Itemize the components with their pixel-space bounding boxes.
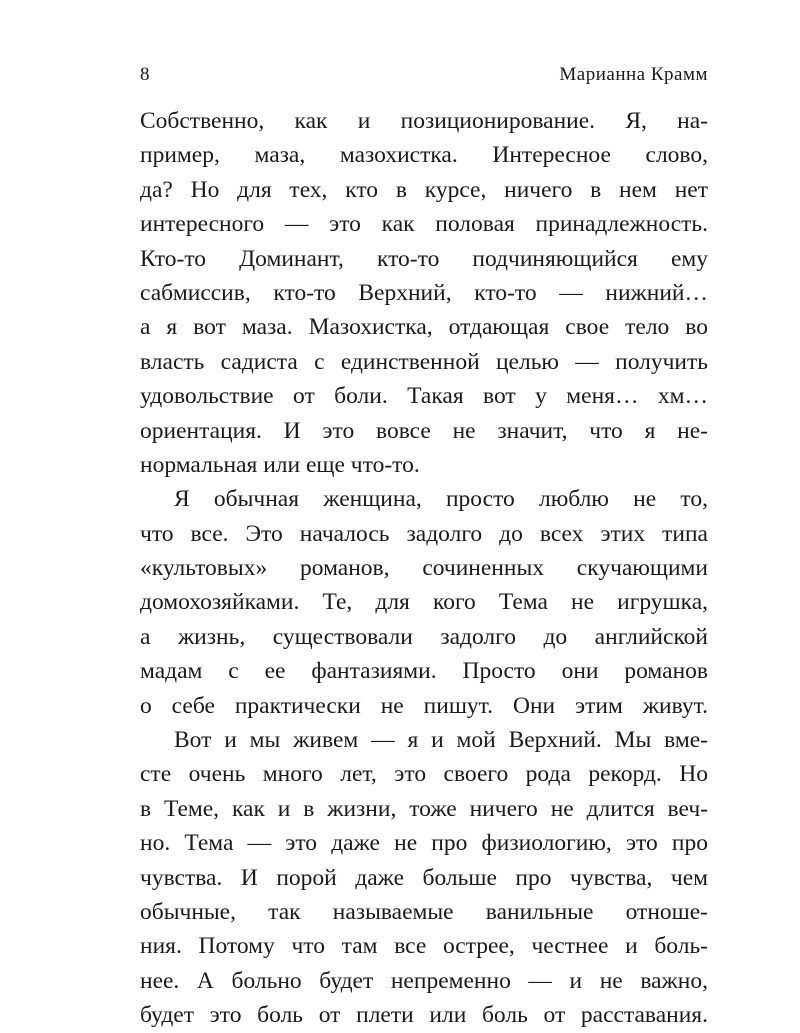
text-line: обычные, так называемые ванильные отноше-	[140, 898, 708, 925]
text-line: «культовых» романов, сочиненных скучающими	[140, 555, 708, 582]
text-line: ориентация. И это вовсе не значит, что я не-	[140, 417, 708, 444]
text-line: пример, маза, мазохистка. Интересное слово,	[140, 142, 708, 169]
text-line: о себе практически не пишут. Они этим живут.	[140, 692, 708, 719]
running-header	[140, 64, 708, 94]
text-line: домохозяйками. Те, для кого Тема не игрушка,	[140, 589, 708, 616]
text-line: Я обычная женщина, просто люблю не то,	[174, 486, 708, 513]
text-line: а я вот маза. Мазохистка, отдающая свое тело во	[140, 314, 708, 341]
book-page	[140, 64, 708, 1033]
text-line: мадам с ее фантазиями. Просто они романов	[140, 658, 708, 685]
page-number: 8	[140, 64, 150, 85]
text-line: сте очень много лет, это своего рода рекорд. Но	[140, 761, 708, 788]
text-line: Кто-то Доминант, кто-то подчиняющийся ему	[140, 245, 708, 272]
text-line: нее. А больно будет непременно — и не важно,	[140, 967, 708, 994]
text-line: а жизнь, существовали задолго до английской	[140, 623, 708, 650]
text-line: да? Но для тех, кто в курсе, ничего в нем нет	[140, 176, 708, 203]
text-line: Вот и мы живем — я и мой Верхний. Мы вме-	[174, 727, 708, 754]
author-name: Марианна Крамм	[559, 64, 708, 85]
text-line: но. Тема — это даже не про физиологию, это про	[140, 830, 708, 857]
text-line: удовольствие от боли. Такая вот у меня… хм…	[140, 383, 708, 410]
text-line: сабмиссив, кто-то Верхний, кто-то — нижний…	[140, 279, 708, 306]
text-line: что все. Это началось задолго до всех этих типа	[140, 520, 708, 547]
text-line: в Теме, как и в жизни, тоже ничего не длится веч-	[140, 795, 708, 822]
text-line: нормальная или еще что-то.	[140, 451, 420, 478]
text-line: чувства. И порой даже больше про чувства, чем	[140, 864, 708, 891]
text-line: ния. Потому что там все острее, честнее и боль-	[140, 933, 708, 960]
text-line: интересного — это как половая принадлежность.	[140, 211, 708, 238]
body-text	[140, 104, 708, 1033]
text-line: будет это боль от плети или боль от расставания.	[140, 1002, 708, 1029]
text-line: Собственно, как и позиционирование. Я, на-	[140, 108, 708, 134]
text-line: власть садиста с единственной целью — получить	[140, 348, 708, 375]
